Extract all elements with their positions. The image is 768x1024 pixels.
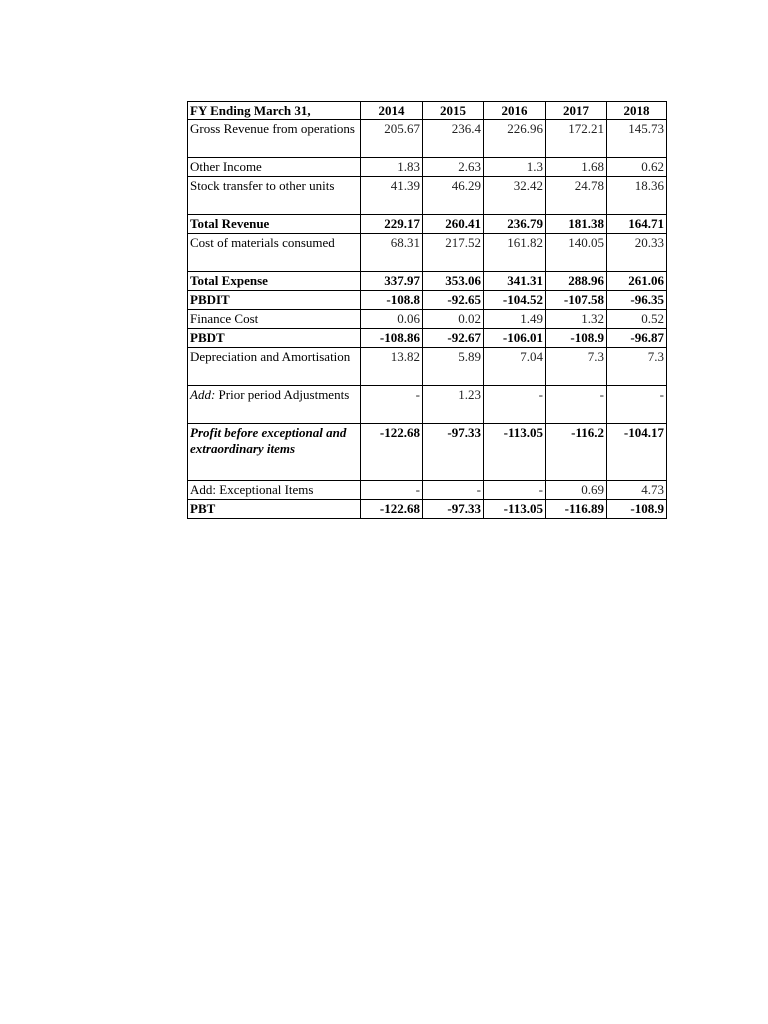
cell-value: 145.73 — [607, 120, 667, 158]
cell-value: 226.96 — [484, 120, 546, 158]
cell-value: 181.38 — [546, 215, 607, 234]
row-cost-of-materials — [188, 234, 667, 272]
cell-value: -106.01 — [484, 329, 546, 348]
row-pbdit — [188, 291, 667, 310]
cell-value: -116.89 — [546, 500, 607, 519]
cell-value: -92.67 — [423, 329, 484, 348]
cell-value: 1.83 — [361, 158, 423, 177]
cell-value: 24.78 — [546, 177, 607, 215]
cell-value: 236.79 — [484, 215, 546, 234]
row-label: Profit before exceptional and extraordinary items — [188, 424, 361, 481]
cell-value: - — [361, 481, 423, 500]
row-total-expense — [188, 272, 667, 291]
cell-value: - — [484, 481, 546, 500]
cell-value: -113.05 — [484, 424, 546, 481]
cell-value: -122.68 — [361, 424, 423, 481]
cell-value: -92.65 — [423, 291, 484, 310]
row-pbdt — [188, 329, 667, 348]
year-header: 2017 — [546, 102, 607, 120]
cell-value: 0.52 — [607, 310, 667, 329]
cell-value: -104.17 — [607, 424, 667, 481]
row-label: Total Expense — [188, 272, 361, 291]
row-finance-cost — [188, 310, 667, 329]
row-label — [188, 386, 361, 424]
row-depreciation — [188, 348, 667, 386]
cell-value: 7.04 — [484, 348, 546, 386]
cell-value: 164.71 — [607, 215, 667, 234]
cell-value: 161.82 — [484, 234, 546, 272]
cell-value: 13.82 — [361, 348, 423, 386]
row-label: Depreciation and Amortisation — [188, 348, 361, 386]
row-label: Stock transfer to other units — [188, 177, 361, 215]
cell-value: -108.86 — [361, 329, 423, 348]
cell-value: 2.63 — [423, 158, 484, 177]
cell-value: -113.05 — [484, 500, 546, 519]
cell-value: - — [546, 386, 607, 424]
cell-value: 7.3 — [607, 348, 667, 386]
row-label: Add: Exceptional Items — [188, 481, 361, 500]
year-header: 2016 — [484, 102, 546, 120]
row-label: Gross Revenue from operations — [188, 120, 361, 158]
cell-value: 68.31 — [361, 234, 423, 272]
cell-value: 236.4 — [423, 120, 484, 158]
row-label: PBDIT — [188, 291, 361, 310]
cell-value: -97.33 — [423, 500, 484, 519]
header-label: FY Ending March 31, — [188, 102, 361, 120]
cell-value: -122.68 — [361, 500, 423, 519]
year-header: 2014 — [361, 102, 423, 120]
cell-value: 205.67 — [361, 120, 423, 158]
cell-value: 1.23 — [423, 386, 484, 424]
cell-value: - — [423, 481, 484, 500]
year-header: 2015 — [423, 102, 484, 120]
cell-value: -108.9 — [607, 500, 667, 519]
cell-value: - — [361, 386, 423, 424]
row-pbt — [188, 500, 667, 519]
row-prior-period-adjustments — [188, 386, 667, 424]
cell-value: 261.06 — [607, 272, 667, 291]
row-stock-transfer — [188, 177, 667, 215]
row-profit-before-exceptional — [188, 424, 667, 481]
cell-value: 7.3 — [546, 348, 607, 386]
cell-value: 0.62 — [607, 158, 667, 177]
cell-value: - — [607, 386, 667, 424]
financial-summary-table — [187, 101, 667, 519]
header-row — [188, 102, 667, 120]
cell-value: 172.21 — [546, 120, 607, 158]
cell-value: -97.33 — [423, 424, 484, 481]
cell-value: - — [484, 386, 546, 424]
row-exceptional-items — [188, 481, 667, 500]
cell-value: -107.58 — [546, 291, 607, 310]
cell-value: 341.31 — [484, 272, 546, 291]
cell-value: 18.36 — [607, 177, 667, 215]
cell-value: -96.35 — [607, 291, 667, 310]
cell-value: -104.52 — [484, 291, 546, 310]
cell-value: 32.42 — [484, 177, 546, 215]
cell-value: 5.89 — [423, 348, 484, 386]
cell-value: -108.8 — [361, 291, 423, 310]
cell-value: 20.33 — [607, 234, 667, 272]
row-label: PBT — [188, 500, 361, 519]
cell-value: 337.97 — [361, 272, 423, 291]
cell-value: 46.29 — [423, 177, 484, 215]
row-other-income — [188, 158, 667, 177]
cell-value: -116.2 — [546, 424, 607, 481]
row-label: PBDT — [188, 329, 361, 348]
cell-value: 1.3 — [484, 158, 546, 177]
cell-value: 0.69 — [546, 481, 607, 500]
row-label: Finance Cost — [188, 310, 361, 329]
cell-value: 217.52 — [423, 234, 484, 272]
cell-value: 1.68 — [546, 158, 607, 177]
cell-value: -96.87 — [607, 329, 667, 348]
row-label: Other Income — [188, 158, 361, 177]
cell-value: 1.49 — [484, 310, 546, 329]
cell-value: 41.39 — [361, 177, 423, 215]
cell-value: 260.41 — [423, 215, 484, 234]
row-label: Total Revenue — [188, 215, 361, 234]
row-total-revenue — [188, 215, 667, 234]
cell-value: 140.05 — [546, 234, 607, 272]
cell-value: 353.06 — [423, 272, 484, 291]
cell-value: 0.06 — [361, 310, 423, 329]
cell-value: 288.96 — [546, 272, 607, 291]
cell-value: 4.73 — [607, 481, 667, 500]
cell-value: -108.9 — [546, 329, 607, 348]
row-label-prefix: Add: — [190, 387, 216, 402]
cell-value: 229.17 — [361, 215, 423, 234]
cell-value: 0.02 — [423, 310, 484, 329]
year-header: 2018 — [607, 102, 667, 120]
row-gross-revenue — [188, 120, 667, 158]
row-label: Cost of materials consumed — [188, 234, 361, 272]
row-label-text: Prior period Adjustments — [215, 387, 350, 402]
cell-value: 1.32 — [546, 310, 607, 329]
